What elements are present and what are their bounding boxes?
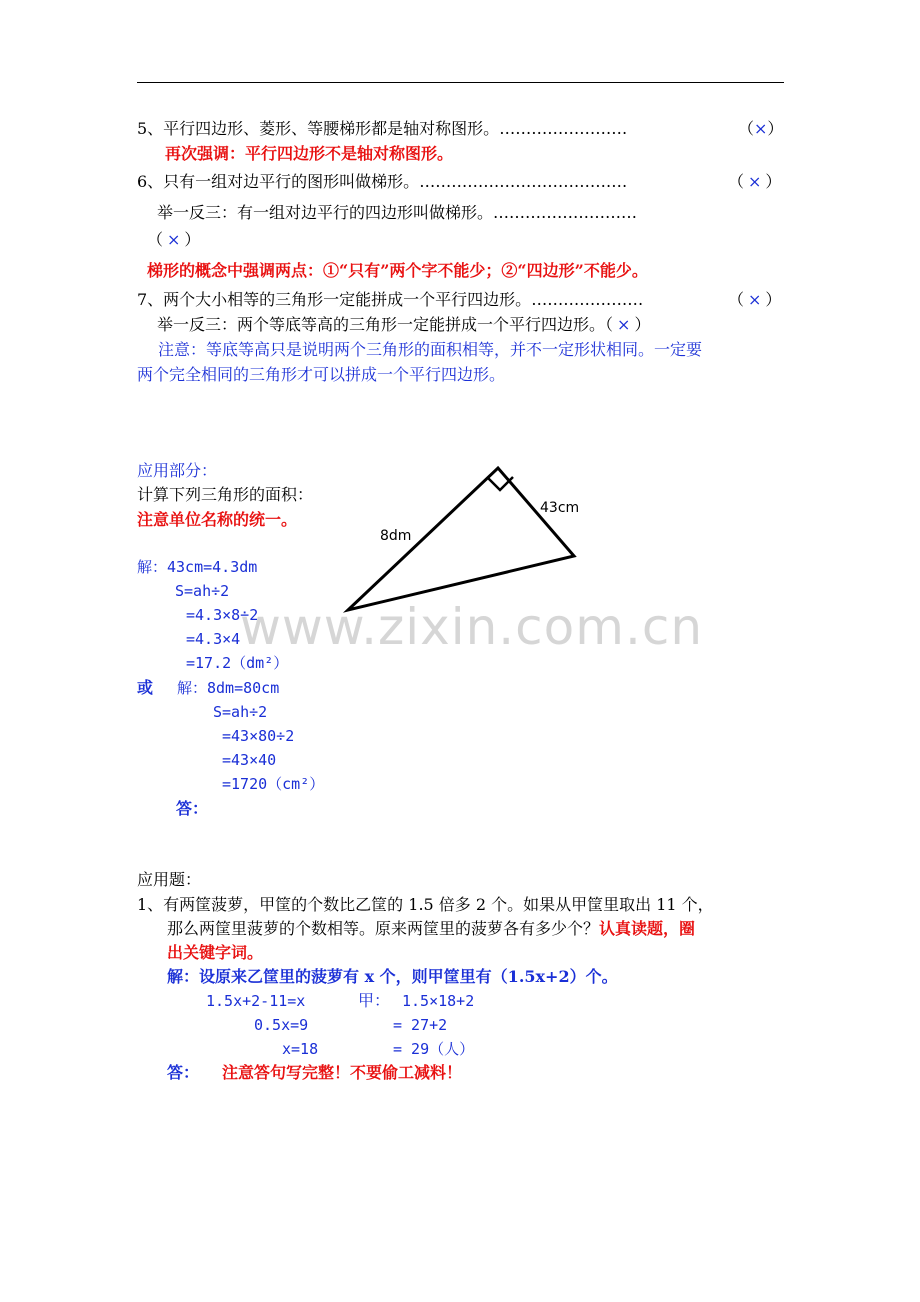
question-5-dots: …………………… <box>499 119 628 138</box>
solution1-line3: =4.3×8÷2 <box>186 606 259 624</box>
paren-close: ） <box>767 119 784 138</box>
word-problems-heading: 应用题： <box>137 870 202 889</box>
paren-close: ） <box>634 315 651 334</box>
question-5-answer <box>738 118 783 140</box>
question-7-answer <box>728 289 781 311</box>
solution2-line5: =1720（cm²） <box>222 775 325 793</box>
question-6-variant-answer <box>147 229 200 251</box>
paren-close: ） <box>765 290 782 309</box>
equation-left-line3: x=18 <box>282 1040 319 1058</box>
solution1-line5: =17.2（dm²） <box>186 654 289 672</box>
question-5-emphasis: 再次强调：平行四边形不是轴对称图形。 <box>165 144 454 163</box>
question-7 <box>137 289 643 311</box>
problem1-line1: 1、有两筐菠萝，甲筐的个数比乙筐的 1.5 倍多 2 个。如果从甲筐里取出 11 个， <box>137 895 714 914</box>
question-6-variant-text: 举一反三：有一组对边平行的四边形叫做梯形。 <box>157 203 494 222</box>
equation-right-line2: = 27+2 <box>393 1016 448 1034</box>
watermark-text: www.zixin.com.cn <box>240 598 704 656</box>
question-6-emphasis: 梯形的概念中强调两点：①“只有”两个字不能少；②“四边形”不能少。 <box>147 261 648 280</box>
question-7-variant-text: 举一反三：两个等底等高的三角形一定能拼成一个平行四边形。 <box>157 315 606 334</box>
cross-mark-icon: × <box>754 119 768 138</box>
application-emphasis: 注意单位名称的统一。 <box>137 510 298 529</box>
question-5 <box>137 118 627 140</box>
or-label: 或 <box>137 678 154 697</box>
header-rule <box>137 82 784 83</box>
equation-left-line1: 1.5x+2-11=x <box>206 992 306 1010</box>
equation-right-line3: = 29（人） <box>393 1040 475 1058</box>
question-5-text: 5、平行四边形、菱形、等腰梯形都是轴对称图形。 <box>137 119 500 138</box>
equation-left-line2: 0.5x=9 <box>254 1016 309 1034</box>
question-6-dots: ………………………………… <box>419 172 628 191</box>
hypotenuse-label: 8dm <box>380 528 412 544</box>
question-6-variant-dots: ……………………… <box>493 203 638 222</box>
solution1-line2: S=ah÷2 <box>175 582 230 600</box>
cross-mark-icon: × <box>617 315 631 334</box>
application-task: 计算下列三角形的面积： <box>137 485 314 504</box>
application-answer-label: 答： <box>176 799 209 818</box>
paren-close: ） <box>765 172 782 191</box>
cross-mark-icon: × <box>167 230 181 249</box>
application-heading: 应用部分： <box>137 461 218 480</box>
question-7-note-line2: 两个完全相同的三角形才可以拼成一个平行四边形。 <box>137 365 506 384</box>
problem1-tip-part1: 认真读题，圈 <box>599 919 696 938</box>
solution2-line1: 解：8dm=80cm <box>177 679 280 697</box>
solution1-line4: =4.3×4 <box>186 630 241 648</box>
equation-right-label: 甲： <box>358 991 391 1010</box>
paren-close: ） <box>184 230 201 249</box>
paren-open: （ <box>147 230 164 249</box>
question-7-text: 7、两个大小相等的三角形一定能拼成一个平行四边形。 <box>137 290 532 309</box>
question-6-answer <box>728 171 781 193</box>
problem1-answer-label: 答： <box>167 1063 200 1082</box>
question-7-note-line1: 注意：等底等高只是说明两个三角形的面积相等，并不一定形状相同。一定要 <box>158 340 703 359</box>
equation-right-line1: 1.5×18+2 <box>402 992 475 1010</box>
paren-open: （ <box>738 119 755 138</box>
paren-open: （ <box>728 290 745 309</box>
paren-open: （ <box>605 315 614 334</box>
question-6-variant <box>157 202 637 224</box>
leg-label: 43cm <box>540 500 580 516</box>
problem1-solution-intro: 解：设原来乙筐里的菠萝有 x 个，则甲筐里有（1.5x+2）个。 <box>167 967 618 986</box>
problem1-tip-part2: 出关键字词。 <box>167 943 264 962</box>
cross-mark-icon: × <box>748 290 762 309</box>
question-6-text: 6、只有一组对边平行的图形叫做梯形。 <box>137 172 420 191</box>
solution2-line2: S=ah÷2 <box>213 703 268 721</box>
paren-open: （ <box>728 172 745 191</box>
problem1-answer-tip: 注意答句写完整！不要偷工减料！ <box>222 1063 463 1082</box>
cross-mark-icon: × <box>748 172 762 191</box>
problem1-line2-text: 那么两筐里菠萝的个数相等。原来两筐里的菠萝各有多少个？ <box>167 919 600 938</box>
solution2-line4: =43×40 <box>222 751 277 769</box>
solution1-line1: 解：43cm=4.3dm <box>137 558 258 576</box>
problem1-line2 <box>167 918 695 940</box>
question-7-variant <box>157 314 650 336</box>
question-7-dots: ………………… <box>531 290 644 309</box>
question-6 <box>137 171 627 193</box>
solution2-line3: =43×80÷2 <box>222 727 295 745</box>
